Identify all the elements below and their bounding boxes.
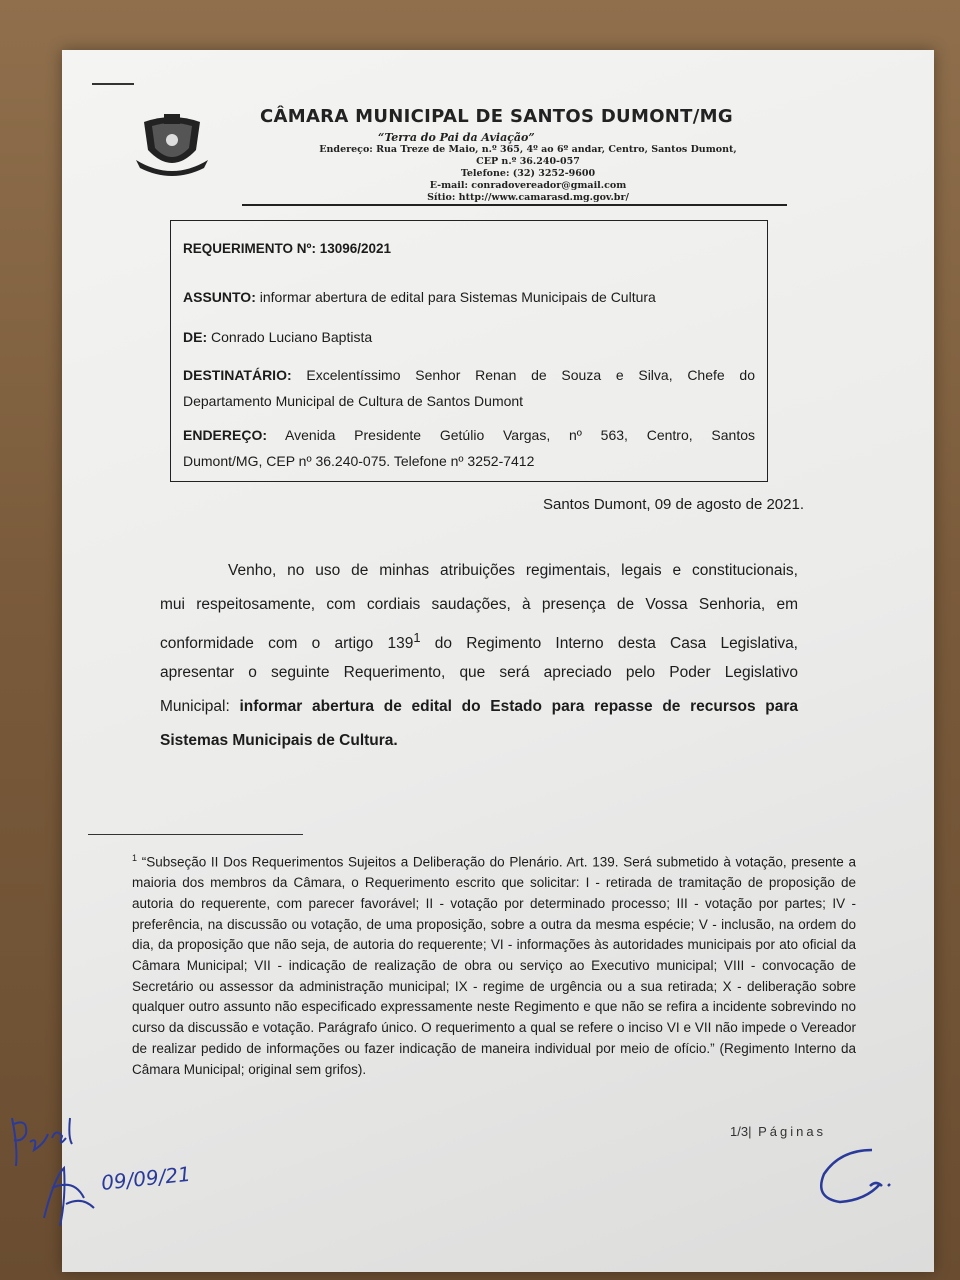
site-line: Sítio: http://www.camarasd.mg.gov.br/ [427,192,629,203]
subject-value: informar abertura de edital para Sistemas Municipais de Cultura [259,289,656,305]
request-number: REQUERIMENTO Nº: 13096/2021 [183,241,392,256]
footnote-text: “Subseção II Dos Requerimentos Sujeitos a Deliberação do Plenário. Art. 139. Será submetido à votação, presente a maioria dos membros da Câmara, o Requerimento escrito que solicitar: I - retirada de tramitação de proposição de autoria do requerente, com parecer favorável; II - votação por determinado processo; III - votação por partes; IV - preferência, na discussão ou votação, de uma proposição, sobre a outra da mesma espécie; V - inclusão, na ordem do dia, da proposição que não seja, de autoria do requerente; VI - informações às autoridades municipais por ato oficial da Câmara Municipal; VII - indicação de realização de obra ou serviço ao Executivo municipal; VIII - convocação de Secretário ou assessor da administração municipal; IX - regime de urgência ou a sua retirada; X - deliberação sobre qualquer outro assunto não especificado expressamente neste Regimento e que não se refira a incidente sobrevindo no curso da discussão e votação. Parágrafo único. O requerimento a qual se refere o inciso VI e VII não impede o Vereador de realizar pedido de informações ou fazer indicação de maneira individual por meio de ofício.” (Regimento Interno da Câmara Municipal; original sem grifos). [132,854,856,1077]
footnote-ref: 1 [413,630,421,645]
body-line-5 [160,698,798,716]
body-line-5b: informar abertura de edital do Estado para repasse de recursos para [239,698,798,715]
from-label: DE: [183,329,208,345]
subject-line [183,289,656,305]
document-date: Santos Dumont, 09 de agosto de 2021. [542,496,804,513]
body-line-1: Venho, no uso de minhas atribuições regimentais, legais e constitucionais, [228,562,798,579]
footnote [132,848,856,1080]
address-line-1: Endereço: Rua Treze de Maio, n.º 365, 4º ao 6º andar, Centro, Santos Dumont, [319,144,737,155]
request-info-box [170,220,768,482]
recipient-label: DESTINATÁRIO: [183,367,292,383]
body-line-5a: Municipal: [160,698,240,715]
from-value: Conrado Luciano Baptista [211,329,373,345]
body-line-3a: conformidade com o artigo 139 [160,635,414,653]
letterhead [258,106,798,204]
recipient-line-1 [183,367,755,383]
body-line-3b: do Regimento Interno desta Casa Legislativa, [420,635,798,653]
institution-title: CÂMARA MUNICIPAL DE SANTOS DUMONT/MG [260,106,733,127]
received-signature-icon [4,1108,194,1238]
footnote-rule [88,834,303,835]
body-line-6: Sistemas Municipais de Cultura. [160,732,398,749]
footnote-marker: 1 [132,853,138,863]
received-date: 09/09/21 [100,1161,192,1195]
body-line-3 [160,630,798,653]
header-rule [242,204,787,206]
page-indicator [730,1124,826,1139]
subject-label: ASSUNTO: [183,289,256,305]
document-page [62,50,934,1272]
address-box-line-1 [183,427,755,443]
address-value-1: Avenida Presidente Getúlio Vargas, nº 563, Centro, Santos [285,427,755,443]
page-label: Páginas [758,1124,827,1139]
from-line [183,329,372,345]
address-label: ENDEREÇO: [183,427,268,443]
body-line-2: mui respeitosamente, com cordiais saudações, à presença de Vossa Senhoria, em [160,596,798,613]
body-line-4: apresentar o seguinte Requerimento, que será apreciado pelo Poder Legislativo [160,664,798,681]
coat-of-arms-icon [134,110,210,178]
recipient-value-2: Departamento Municipal de Cultura de Santos Dumont [183,393,524,409]
recipient-value-1: Excelentíssimo Senhor Renan de Souza e Silva, Chefe do [306,367,755,383]
page-number: 1/3| [730,1124,752,1139]
institution-motto: “Terra do Pai da Aviação” [378,131,535,144]
address-line-2: CEP n.º 36.240-057 [476,156,580,167]
phone-line: Telefone: (32) 3252-9600 [460,168,596,179]
top-mark [92,83,134,85]
email-line: E-mail: conradovereador@gmail.com [429,180,627,191]
initials-signature-icon [810,1140,910,1220]
address-value-2: Dumont/MG, CEP nº 36.240-075. Telefone nº 3252-7412 [183,453,535,469]
